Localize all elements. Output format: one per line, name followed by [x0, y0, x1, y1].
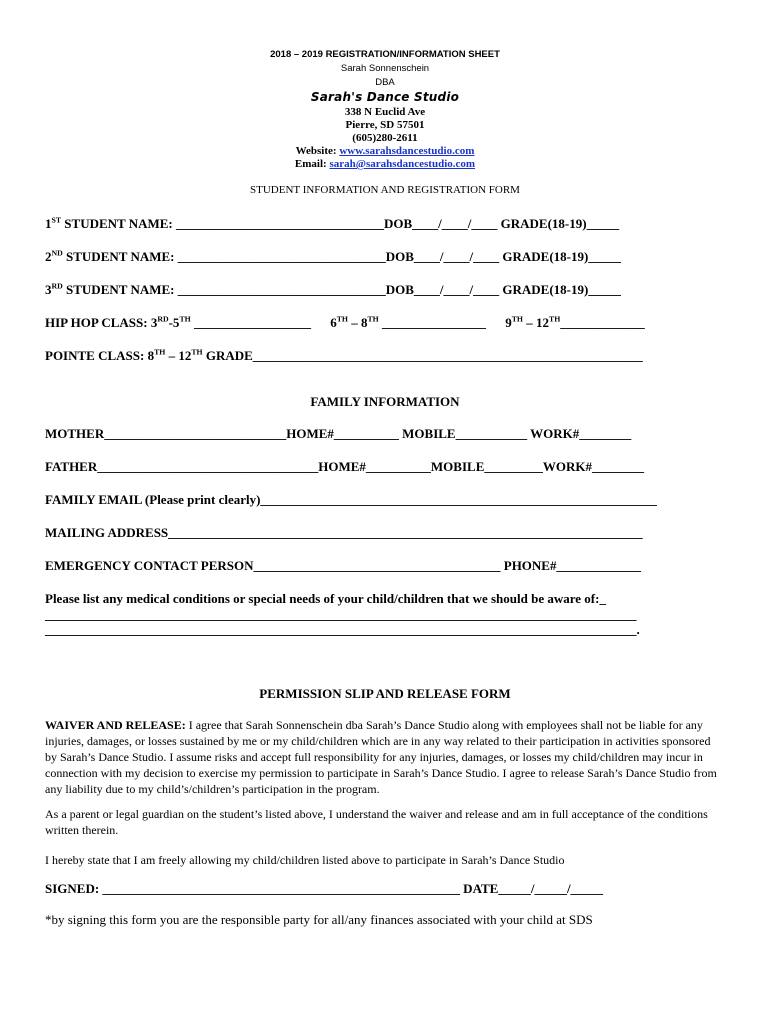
hiphop-blank-9-12: _____________: [560, 315, 645, 330]
student-3-row[interactable]: [45, 282, 621, 298]
hiphop-sup: TH: [511, 314, 523, 324]
hiphop-blank-6-8: ________________: [378, 315, 486, 330]
consent-statement: I hereby state that I am freely allowing my child/children listed above to participate in Sarah’s Dance Studio: [45, 853, 565, 867]
family-email-row[interactable]: FAMILY EMAIL (Please print clearly)_____________________________________________________________: [45, 492, 657, 507]
waiver-label: WAIVER AND RELEASE:: [45, 718, 186, 732]
student-3-ordinal: 3: [45, 282, 52, 297]
hiphop-class-row[interactable]: [45, 315, 645, 331]
signature-row[interactable]: SIGNED: _______________________________________________________ DATE_____/_____/_____: [45, 881, 604, 896]
hiphop-range: – 12: [523, 315, 549, 330]
medical-conditions-label: Please list any medical conditions or special needs of your child/children that we should be aware of:_: [45, 591, 606, 606]
website-row: [0, 145, 770, 157]
hiphop-range: – 8: [347, 315, 368, 330]
waiver-paragraph: [45, 717, 725, 797]
document-title: 2018 – 2019 REGISTRATION/INFORMATION SHEET: [270, 49, 500, 60]
student-2-fields: STUDENT NAME: ________________________________DOB____/____/____ GRADE(18-19)_____: [66, 249, 621, 264]
hiphop-sup: TH: [336, 314, 348, 324]
student-2-ordinal: 2: [45, 249, 52, 264]
emergency-contact-row[interactable]: EMERGENCY CONTACT PERSON______________________________________ PHONE#_____________: [45, 558, 641, 573]
form-title: STUDENT INFORMATION AND REGISTRATION FORM: [250, 184, 520, 196]
student-1-row[interactable]: [45, 216, 619, 232]
family-heading: FAMILY INFORMATION: [310, 394, 460, 409]
pointe-blank: GRADE____________________________________________________________: [202, 348, 643, 363]
father-row[interactable]: FATHER__________________________________HOME#__________MOBILE_________WORK#________: [45, 459, 644, 474]
owner-name: Sarah Sonnenschein: [340, 63, 430, 74]
pointe-sup: TH: [191, 347, 203, 357]
student-1-ordinal: 1: [45, 216, 52, 231]
waiver-text: I agree that Sarah Sonnenschein dba Sarah’s Dance Studio along with employees shall not be liable for any injuries, damages, or losses sustained by me or my child/children which are in any way related to their participation in activities sponsored by Sarah’s Dance Studio. I assume risks and accept full responsibility for any injuries, damages, or losses my child/children may incur in connection with my decision to exercise my permission to participate in Sarah’s Dance Studio. I agree to release Sarah’s Dance Studio from any liability due to my child’s/children’s participation in the program.: [45, 718, 717, 796]
address-line-2: Pierre, SD 57501: [345, 119, 425, 131]
hiphop-blank-3-5: __________________: [190, 315, 311, 330]
student-3-suffix: RD: [51, 281, 63, 291]
student-3-fields: STUDENT NAME: ________________________________DOB____/____/____ GRADE(18-19)_____: [66, 282, 621, 297]
pointe-sup: TH: [154, 347, 166, 357]
guardian-paragraph: As a parent or legal guardian on the student’s listed above, I understand the waiver and release and am in full acceptance of the conditions written therein.: [45, 807, 708, 837]
website-link[interactable]: www.sarahsdancestudio.com: [339, 145, 475, 157]
website-label: Website:: [295, 145, 337, 157]
studio-name: Sarah's Dance Studio: [310, 90, 460, 104]
medical-line-1[interactable]: ___________________________________________________________________________________________: [45, 607, 637, 622]
hiphop-grade-9: 9: [505, 315, 512, 330]
medical-line-2[interactable]: ___________________________________________________________________________________________.: [45, 622, 640, 637]
finance-footnote: *by signing this form you are the responsible party for all/any finances associated with your child at SDS: [45, 912, 593, 927]
permission-heading: PERMISSION SLIP AND RELEASE FORM: [259, 686, 511, 701]
pointe-range: – 12: [165, 348, 192, 363]
hiphop-range: -5: [168, 315, 180, 330]
student-2-row[interactable]: [45, 249, 621, 265]
address-line-1: 338 N Euclid Ave: [344, 106, 426, 118]
email-label: Email:: [294, 158, 327, 170]
hiphop-sup: RD: [157, 314, 169, 324]
student-2-suffix: ND: [51, 248, 63, 258]
hiphop-sup: TH: [179, 314, 191, 324]
studio-phone: (605)280-2611: [352, 132, 418, 144]
hiphop-sup: TH: [367, 314, 379, 324]
pointe-label: POINTE CLASS: 8: [45, 348, 155, 363]
hiphop-label: HIP HOP CLASS: 3: [45, 315, 158, 330]
pointe-class-row[interactable]: [45, 348, 643, 364]
mailing-address-row[interactable]: MAILING ADDRESS_________________________________________________________________________: [45, 525, 643, 540]
mother-row[interactable]: MOTHER____________________________HOME#__________ MOBILE___________ WORK#________: [45, 426, 632, 441]
email-row: [0, 158, 770, 170]
hiphop-sup: TH: [549, 314, 561, 324]
student-1-fields: STUDENT NAME: ________________________________DOB____/____/____ GRADE(18-19)_____: [64, 216, 620, 231]
hiphop-grade-6: 6: [330, 315, 337, 330]
email-link[interactable]: sarah@sarahsdancestudio.com: [329, 158, 476, 170]
dba-label: DBA: [375, 77, 395, 88]
student-1-suffix: ST: [51, 215, 62, 225]
